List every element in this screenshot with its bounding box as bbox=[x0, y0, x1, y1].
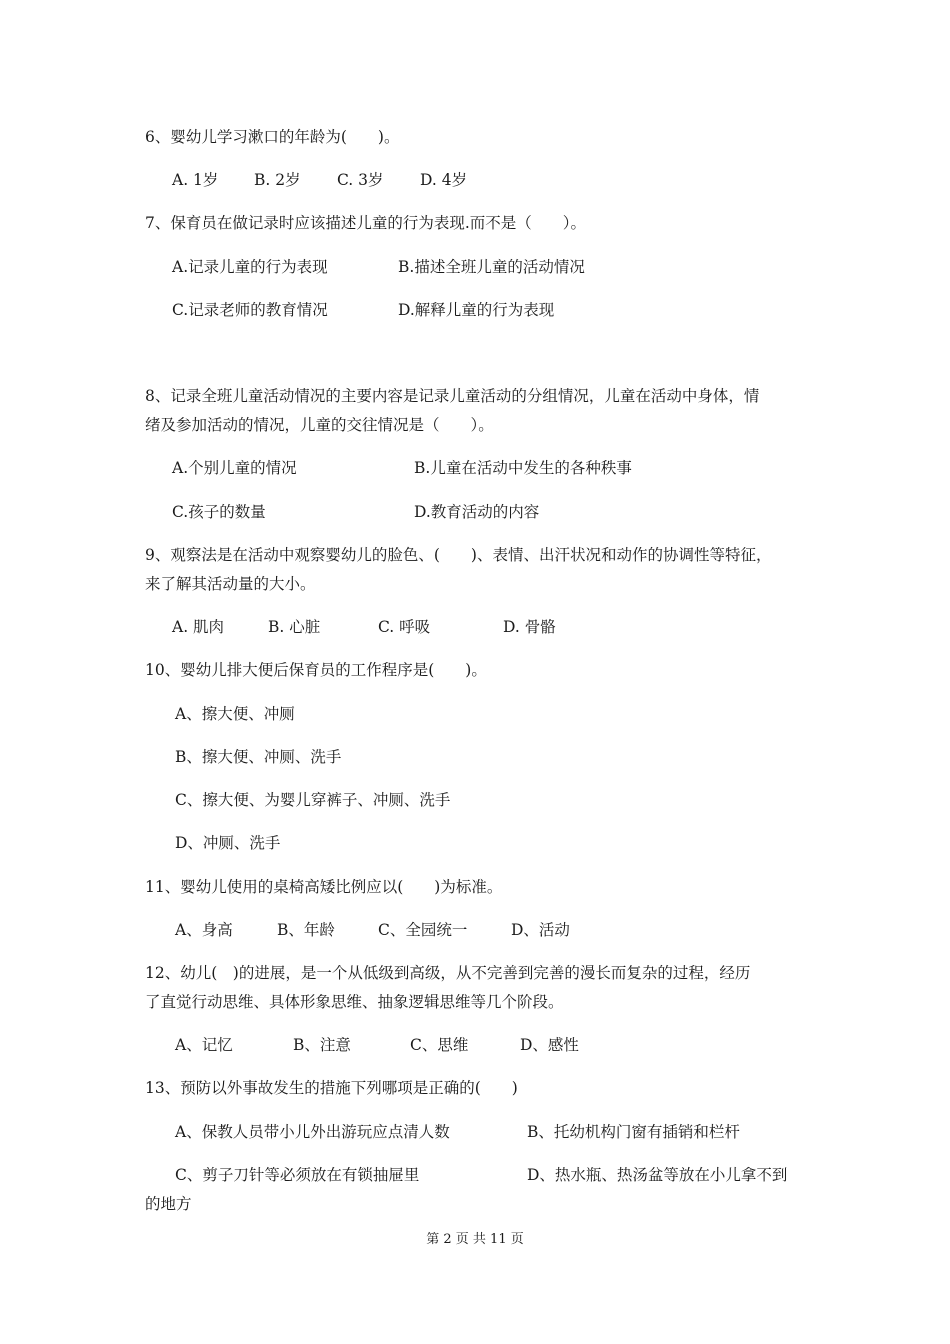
question-12-option-a: A、记忆 bbox=[175, 1036, 233, 1054]
question-13-stem: 13、预防以外事故发生的措施下列哪项是正确的( ) bbox=[145, 1079, 518, 1097]
question-10-option-a: A、擦大便、冲厕 bbox=[175, 705, 295, 723]
question-7-option-b: B.描述全班儿童的活动情况 bbox=[398, 258, 585, 276]
question-13-option-b: B、托幼机构门窗有插销和栏杆 bbox=[527, 1123, 740, 1141]
question-7-option-d: D.解释儿童的行为表现 bbox=[398, 301, 555, 319]
question-6-option-d: D. 4岁 bbox=[420, 171, 468, 189]
question-8-option-c: C.孩子的数量 bbox=[172, 503, 266, 521]
question-8-stem-line-2: 绪及参加活动的情况，儿童的交往情况是（ ）。 bbox=[145, 416, 494, 434]
question-10-stem: 10、婴幼儿排大便后保育员的工作程序是( )。 bbox=[145, 661, 487, 679]
question-7-option-a: A.记录儿童的行为表现 bbox=[172, 258, 328, 276]
question-13-option-d-continuation: 的地方 bbox=[145, 1195, 192, 1213]
page-footer: 第 2 页 共 11 页 bbox=[426, 1232, 524, 1247]
question-9-option-d: D. 骨骼 bbox=[503, 618, 556, 636]
question-8-option-d: D.教育活动的内容 bbox=[414, 503, 540, 521]
question-12-stem-line-2: 了直觉行动思维、具体形象思维、抽象逻辑思维等几个阶段。 bbox=[145, 993, 564, 1011]
question-9-option-a: A. 肌肉 bbox=[172, 618, 225, 636]
question-11-stem: 11、婴幼儿使用的桌椅高矮比例应以( )为标准。 bbox=[145, 878, 503, 896]
question-12-option-c: C、思维 bbox=[410, 1036, 469, 1054]
question-8-option-a: A.个别儿童的情况 bbox=[172, 459, 297, 477]
question-12-option-b: B、注意 bbox=[293, 1036, 351, 1054]
question-11-option-a: A、身高 bbox=[175, 921, 233, 939]
question-11-option-d: D、活动 bbox=[511, 921, 570, 939]
question-10-option-b: B、擦大便、冲厕、洗手 bbox=[175, 748, 342, 766]
question-6-option-b: B. 2岁 bbox=[254, 171, 301, 189]
question-9-stem-line-2: 来了解其活动量的大小。 bbox=[145, 575, 316, 593]
question-13-option-a: A、保教人员带小儿外出游玩应点清人数 bbox=[175, 1123, 450, 1141]
question-6-option-c: C. 3岁 bbox=[337, 171, 384, 189]
question-7-stem: 7、保育员在做记录时应该描述儿童的行为表现.而不是（ ）。 bbox=[145, 214, 587, 232]
question-10-option-d: D、冲厕、洗手 bbox=[175, 834, 281, 852]
question-12-option-d: D、感性 bbox=[520, 1036, 579, 1054]
question-13-option-d: D、热水瓶、热汤盆等放在小儿拿不到 bbox=[527, 1166, 788, 1184]
question-9-stem-line-1: 9、观察法是在活动中观察婴幼儿的脸色、( )、表情、出汗状况和动作的协调性等特征， bbox=[145, 546, 772, 564]
question-8-stem-line-1: 8、记录全班儿童活动情况的主要内容是记录儿童活动的分组情况，儿童在活动中身体，情 bbox=[145, 387, 760, 405]
question-13-option-c: C、剪子刀针等必须放在有锁抽屉里 bbox=[175, 1166, 420, 1184]
question-8-option-b: B.儿童在活动中发生的各种秩事 bbox=[414, 459, 632, 477]
question-7-option-c: C.记录老师的教育情况 bbox=[172, 301, 328, 319]
question-11-option-c: C、全园统一 bbox=[378, 921, 468, 939]
question-6-option-a: A. 1岁 bbox=[172, 171, 219, 189]
question-11-option-b: B、年龄 bbox=[277, 921, 335, 939]
question-9-option-c: C. 呼吸 bbox=[378, 618, 431, 636]
question-6-stem: 6、婴幼儿学习漱口的年龄为( )。 bbox=[145, 128, 400, 146]
question-10-option-c: C、擦大便、为婴儿穿裤子、冲厕、洗手 bbox=[175, 791, 451, 809]
question-9-option-b: B. 心脏 bbox=[268, 618, 321, 636]
question-12-stem-line-1: 12、幼儿( )的进展，是一个从低级到高级，从不完善到完善的漫长而复杂的过程，经历 bbox=[145, 964, 751, 982]
